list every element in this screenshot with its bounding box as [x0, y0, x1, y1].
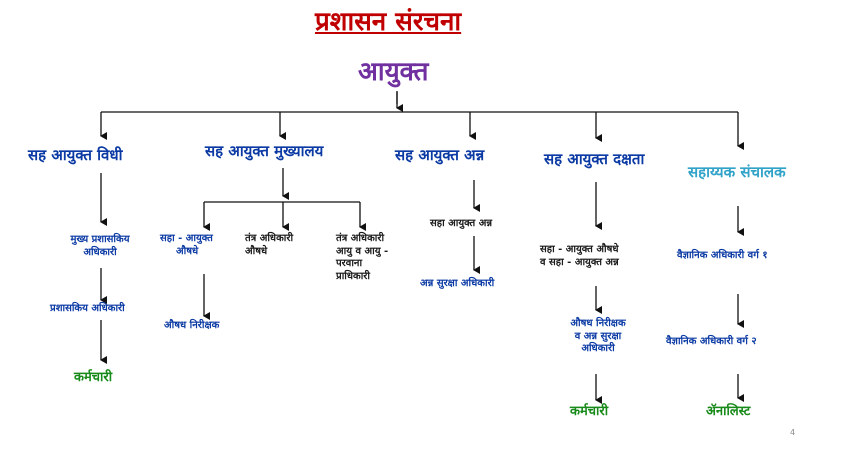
head-vigilance: सह आयुक्त दक्षता: [544, 150, 645, 168]
node-analyst: ॲनालिस्ट: [706, 404, 751, 419]
node-food-safety-officer: अन्न सुरक्षा अधिकारी: [420, 278, 495, 289]
head-assistant-director: सहाय्यक संचालक: [688, 163, 786, 181]
node-scientific-officer-1: वैज्ञानिक अधिकारी वर्ग १: [677, 250, 768, 261]
head-headquarters: सह आयुक्त मुख्यालय: [205, 142, 324, 160]
node-asst-commissioner-drugs-food: सहा - आयुक्त औषधे व सहा - आयुक्त अन्न: [540, 244, 619, 268]
node-chief-admin-officer: मुख्य प्रशासकिय अधिकारी: [70, 234, 130, 258]
node-drug-food-inspector: औषध निरीक्षक व अन्न सुरक्षा अधिकारी: [570, 318, 626, 354]
node-technical-officer-licensing: तंत्र अधिकारी आयु व आयु - परवाना प्राधिकारी: [336, 233, 389, 282]
node-technical-officer-drugs: तंत्र अधिकारी औषधे: [245, 233, 294, 257]
node-scientific-officer-2: वैज्ञानिक अधिकारी वर्ग २: [666, 336, 757, 347]
node-asst-commissioner-food: सहा आयुक्त अन्न: [430, 218, 493, 229]
head-food: सह आयुक्त अन्न: [395, 146, 485, 164]
head-law: सह आयुक्त विधी: [28, 146, 123, 164]
page-title: प्रशासन संरचना: [315, 7, 462, 37]
node-staff-c1: कर्मचारी: [74, 370, 113, 385]
node-asst-commissioner-drugs: सहा - आयुक्त औषधे: [160, 233, 213, 257]
page-number: 4: [790, 428, 796, 437]
node-admin-officer: प्रशासकिय अधिकारी: [50, 303, 125, 314]
node-staff-c4: कर्मचारी: [570, 404, 609, 419]
node-drug-inspector-c2: औषध निरीक्षक: [164, 320, 220, 331]
root-node-commissioner: आयुक्त: [358, 57, 429, 87]
